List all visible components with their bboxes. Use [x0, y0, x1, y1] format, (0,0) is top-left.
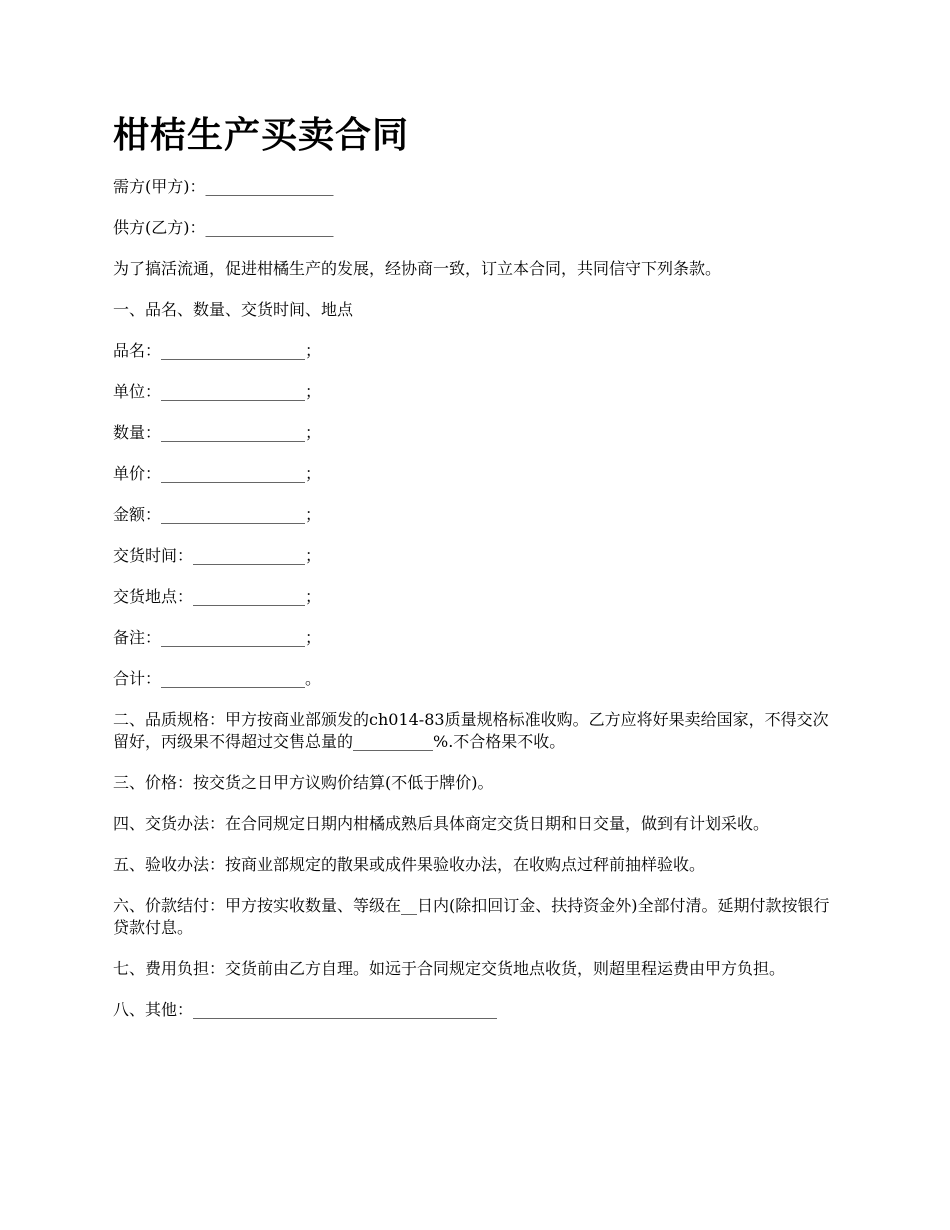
- field-total: 合计：__________________。: [113, 669, 322, 688]
- document-title: 柑桔生产买卖合同: [113, 115, 410, 156]
- field-quantity: 数量：__________________；: [113, 423, 322, 442]
- field-amount: 金额：__________________；: [113, 505, 322, 524]
- buyer-line: 需方(甲方)：________________: [113, 177, 334, 196]
- section-2-quality: 二、品质规格：甲方按商业部颁发的ch014-83质量规格标准收购。乙方应将好果卖给国家，不得交次留好，丙级果不得超过交售总量的__________%.不合格果不收。: [113, 710, 829, 751]
- section-6-payment: 六、价款结付：甲方按实收数量、等级在__日内(除扣回订金、扶持资金外)全部付清。延期付款按银行贷款付息。: [113, 896, 830, 937]
- field-unit: 单位：__________________；: [113, 382, 322, 401]
- field-delivery-place: 交货地点：______________；: [113, 587, 322, 606]
- seller-line: 供方(乙方)：________________: [113, 218, 334, 237]
- section-1-heading: 一、品名、数量、交货时间、地点: [113, 300, 354, 319]
- section-3-price: 三、价格：按交货之日甲方议购价结算(不低于牌价)。: [113, 773, 494, 792]
- section-8-other: 八、其他：______________________________________: [113, 1000, 498, 1019]
- section-4-delivery: 四、交货办法：在合同规定日期内柑橘成熟后具体商定交货日期和日交量，做到有计划采收。: [113, 814, 770, 833]
- field-product-name: 品名：__________________；: [113, 341, 322, 360]
- section-7-costs: 七、费用负担：交货前由乙方自理。如远于合同规定交货地点收货，则超里程运费由甲方负担。: [113, 959, 786, 978]
- preamble: 为了搞活流通，促进柑橘生产的发展，经协商一致，订立本合同，共同信守下列条款。: [113, 259, 722, 278]
- field-delivery-time: 交货时间：______________；: [113, 546, 322, 565]
- field-unit-price: 单价：__________________；: [113, 464, 322, 483]
- contract-page: [113, 112, 841, 1040]
- section-5-acceptance: 五、验收办法：按商业部规定的散果或成件果验收办法，在收购点过秤前抽样验收。: [113, 855, 706, 874]
- field-remarks: 备注：__________________；: [113, 628, 322, 647]
